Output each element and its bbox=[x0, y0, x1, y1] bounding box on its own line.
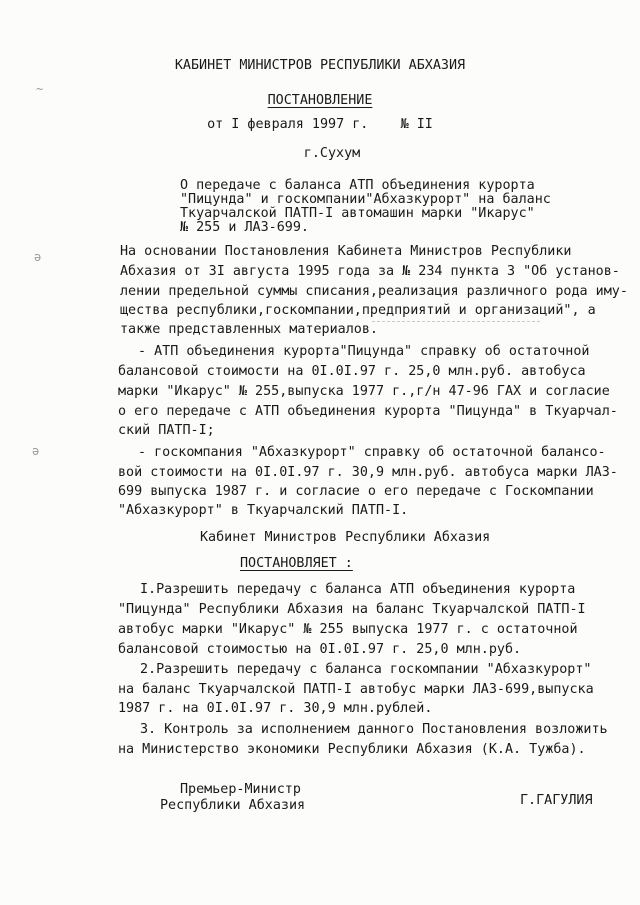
decree-1-line: I.Разрешить передачу с баланса АТП объединения курорта bbox=[140, 582, 576, 597]
decree-1-line: балансовой стоимостью на 0I.0I.97 г. 25,0 млн.руб. bbox=[118, 642, 522, 657]
item-atp-line: балансовой стоимости на 0I.0I.97 г. 25,0 млн.руб. автобуса bbox=[118, 364, 586, 379]
preamble-line: На основании Постановления Кабинета Министров Республики bbox=[120, 244, 572, 259]
preamble-line: щества республики,госкомпании,предприятий и организаций", а bbox=[120, 303, 596, 318]
subject-line: О передаче с баланса АТП объединения курорта bbox=[180, 178, 535, 193]
subject-line: Ткуарчалской ПАТП-I автомашин марки "Икарус" bbox=[180, 206, 535, 221]
decrees-heading: ПОСТАНОВЛЯЕТ : bbox=[240, 556, 353, 571]
organization-title: КАБИНЕТ МИНИСТРОВ РЕСПУБЛИКИ АБХАЗИЯ bbox=[174, 58, 466, 73]
preamble-line: также представленных материалов. bbox=[120, 322, 378, 337]
signatory-name: Г.ГАГУЛИЯ bbox=[520, 793, 593, 808]
margin-mark: ~ bbox=[36, 82, 44, 96]
decree-3-line: 3. Контроль за исполнением данного Постановления возложить bbox=[140, 722, 608, 737]
preamble-line: лении предельной суммы списания,реализация различного рода иму- bbox=[120, 284, 628, 299]
document-type: ПОСТАНОВЛЕНИЕ bbox=[267, 93, 373, 108]
item-gk-line: вой стоимости на 0I.0I.97 г. 30,9 млн.руб. автобуса марки ЛАЗ- bbox=[118, 465, 618, 480]
margin-mark: ǝ bbox=[34, 250, 42, 264]
decree-2-line: 1987 г. на 0I.0I.97 г. 30,9 млн.рублей. bbox=[118, 701, 433, 716]
item-atp-line: марки "Икарус" № 255,выпуска 1977 г.,г/н 47-96 ГАХ и согласие bbox=[118, 384, 610, 399]
date-and-number: от I февраля 1997 г. № II bbox=[207, 117, 433, 132]
item-atp-line: о его передаче с АТП объединения курорта "Пицунда" в Ткуарчал- bbox=[118, 404, 618, 419]
subject-line: "Пицунда" и госкомпании"Абхазкурорт" на баланс bbox=[180, 192, 551, 207]
preamble-line: Абхазия от 3I августа 1995 года за № 234 пункта 3 "Об установ- bbox=[120, 264, 620, 279]
decree-3-line: на Министерство экономики Республики Абхазия (К.А. Тужба). bbox=[118, 742, 586, 757]
item-atp-line: - АТП объединения курорта"Пицунда" справку об остаточной bbox=[138, 344, 590, 359]
item-gk-line: - госкомпания "Абхазкурорт" справку об остаточной балансо- bbox=[138, 445, 606, 460]
item-atp-line: ский ПАТП-I; bbox=[118, 423, 215, 438]
signatory-title: Премьер-Министр bbox=[180, 782, 301, 797]
ink-smudge bbox=[372, 321, 540, 332]
cabinet-line: Кабинет Министров Республики Абхазия bbox=[200, 530, 491, 545]
city: г.Сухум bbox=[303, 146, 361, 161]
decree-1-line: автобус марки "Икарус" № 255 выпуска 1977 г. с остаточной bbox=[118, 622, 578, 637]
margin-mark: ǝ bbox=[32, 444, 40, 458]
decree-2-line: на баланс Ткуарчалской ПАТП-I автобус марки ЛАЗ-699,выпуска bbox=[118, 682, 594, 697]
signatory-title: Республики Абхазия bbox=[160, 798, 306, 813]
decree-1-line: "Пицунда" Республики Абхазия на баланс Ткуарчалской ПАТП-I bbox=[118, 602, 586, 617]
subject-line: № 255 и ЛАЗ-699. bbox=[180, 220, 309, 235]
decree-2-line: 2.Разрешить передачу с баланса госкомпании "Абхазкурорт" bbox=[140, 662, 592, 677]
item-gk-line: 699 выпуска 1987 г. и согласие о его передаче с Госкомпании bbox=[118, 484, 594, 499]
item-gk-line: "Абхазкурорт" в Ткуарчалский ПАТП-I. bbox=[118, 503, 409, 518]
